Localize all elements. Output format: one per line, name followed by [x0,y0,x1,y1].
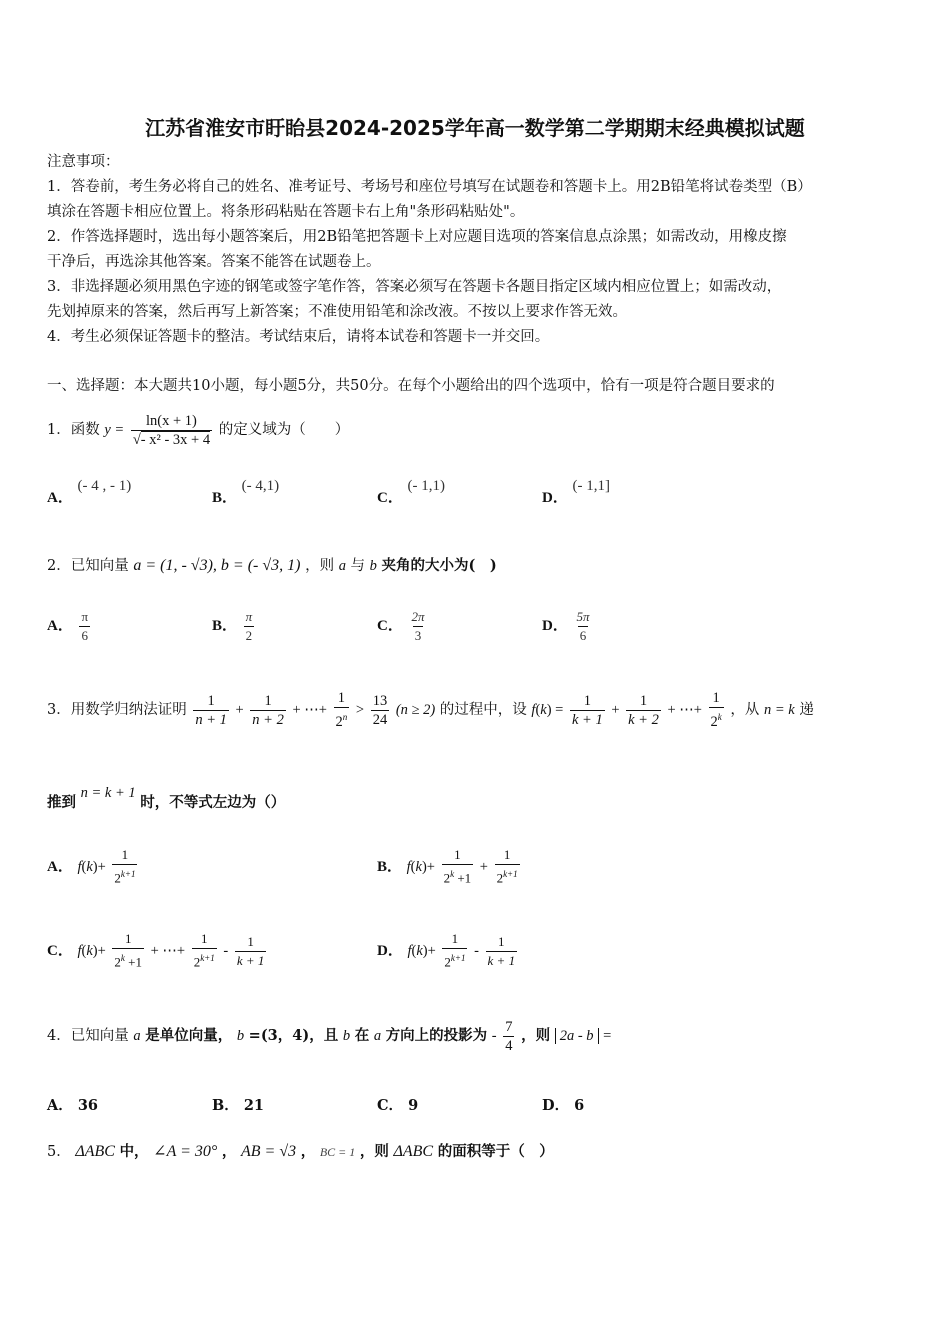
option-value: 21 [243,1097,265,1114]
q5-text: ， [221,1143,237,1160]
q3-term: $\frac{1}{k + 1}$ [571,692,603,728]
notice-line: 3．非选择题必须用黑色字迹的钢笔或签字笔作答，答案必须写在答题卡各题目指定区域内相应位置上；如需改动， [47,279,782,295]
q3-line-2 [47,785,286,818]
fraction-numerator: π [81,608,89,624]
q2-vectors: a = (1, - √3), b = (- √3, 1) [133,557,301,574]
option-letter: C． [377,1097,404,1114]
q3-text: 的过程中，设 [439,702,527,718]
q2-option-b [212,606,256,646]
option-letter: D． [542,490,568,506]
option-letter: A． [47,859,73,875]
q2-vector-b: b [369,558,377,574]
fraction-denominator: 4 [505,1037,513,1054]
q5-text: 的面积等于（ ） [437,1143,554,1160]
q3-term: $\frac{1}{2^n}$ [335,690,348,730]
q3-number: 3．用数学归纳法证明 [47,702,187,718]
q4-vector-b: b [342,1028,351,1044]
fraction-denominator: 6 [81,627,88,643]
notice-line: 4．考生必须保证答题卡的整洁。考试结束后，请将本试卷和答题卡一并交回。 [47,329,550,345]
q1-number: 1．函数 [47,422,100,438]
q1-fraction [131,412,212,449]
option-fraction [574,608,591,645]
q4-text: =(3，4)，且 [248,1027,339,1044]
option-value: 9 [408,1097,419,1114]
option-fraction [79,608,90,645]
q5-angle: ∠A = 30° [153,1143,218,1160]
q4-projection [503,1018,514,1055]
q1-tail: 的定义域为（ ） [218,422,350,438]
option-letter: B． [212,618,238,634]
q4-vector-a: a [373,1028,382,1044]
q2-text: 与 [350,558,366,574]
fraction-numerator: π [245,608,253,624]
q4-text: 方向上的投影为 [385,1027,488,1044]
q1-option-a [47,478,132,508]
q2-vector-a: a [338,558,346,574]
q2-text: ，则 [305,558,335,574]
option-value: (- 1,1] [572,478,610,494]
q5-text: 中， [119,1143,149,1160]
question-5 [47,1138,554,1166]
q4-text: 在 [354,1027,370,1044]
q3-term: $\frac{13}{24}$ [372,692,388,728]
q1-option-b [212,478,280,508]
q3-text: 推到 [47,794,76,811]
q3-option-a: A． f(k)+ $\frac{1}{2^{k+1}}$ [47,847,136,886]
q5-text: ， [300,1143,316,1160]
question-2 [47,552,497,580]
option-letter: D． [542,618,568,634]
q3-text: 时，不等式左边为（） [140,794,286,811]
q3-option-b: B． f(k)+ $\frac{1}{2^k +1}$ + $\frac{1}{2^{k+1}}$ [377,847,518,886]
q4-option-c [377,1096,418,1116]
option-letter: A． [47,618,73,634]
q2-number: 2．已知向量 [47,558,129,574]
q4-text: 是单位向量， [145,1027,233,1044]
q5-triangle: ΔABC [393,1143,434,1160]
q1-denominator: √- x² - 3x + 4 [132,431,211,448]
fraction-numerator: 7 [505,1018,513,1035]
exam-title: 江苏省淮安市盱眙县2024-2025学年高一数学第二学期期末经典模拟试题 [145,116,805,140]
q4-option-d [542,1096,584,1116]
q2-tail: 夹角的大小为( ) [381,557,497,574]
option-letter: D． [542,1097,570,1114]
q4-vector-a: a [133,1028,141,1044]
section-heading: 一、选择题：本大题共10小题，每小题5分，共50分。在每个小题给出的四个选项中，恰有一项是符合题目要求的 [47,378,775,394]
option-fraction [409,608,426,645]
option-letter: B． [377,859,403,875]
notice-line: 干净后，再选涂其他答案。答案不能答在试题卷上。 [47,254,381,270]
notice-line: 2．作答选择题时，选出每小题答案后，用2B铅笔把答题卡上对应题目选项的答案信息点涂黑；如需改动，用橡皮擦 [47,229,787,245]
notice-line: 1．答卷前，考生务必将自己的姓名、准考证号、考场号和座位号填写在试题卷和答题卡上。用2B铅笔将试卷类型（B） [47,179,812,195]
option-value: (- 4,1) [241,478,280,494]
option-fraction [244,608,255,645]
fraction-numerator: 5π [576,608,590,624]
q3-term: $\frac{1}{2^k}$ [710,690,722,730]
option-letter: A． [47,490,73,506]
q4-vector-b: b [236,1028,245,1044]
notice-line: 填涂在答题卡相应位置上。将条形码粘贴在答题卡右上角"条形码粘贴处"。 [47,204,525,220]
option-value: 36 [77,1097,99,1114]
q5-bc: BC = 1 [319,1145,356,1159]
q3-term: $\frac{1}{k + 2}$ [628,692,659,728]
option-letter: B． [212,490,238,506]
notice-line: 先划掉原来的答案，然后再写上新答案；不准使用铅笔和涂改液。不按以上要求作答无效。 [47,304,627,320]
q4-option-b [212,1096,264,1116]
option-letter: C． [47,943,73,959]
q1-y: y = [104,422,125,438]
fraction-denominator: 3 [414,627,422,643]
q3-option-d: D． f(k)+ $\frac{1}{2^{k+1}}$ - $\frac{1}{k + 1}$ [377,931,516,970]
q4-equals: = [603,1028,612,1044]
option-value: (- 1,1) [407,478,445,494]
q5-ab: AB = √3 [240,1143,297,1160]
q5-text: ，则 [359,1143,389,1160]
q2-option-a [47,606,92,646]
notice-heading: 注意事项： [47,154,120,170]
q3-term: $\frac{1}{n + 1}$ [195,692,227,728]
option-letter: D． [377,943,403,959]
q3-nk: n = k [764,702,795,718]
fraction-denominator: 6 [579,627,587,643]
q4-abs-expression: 2a - b [555,1028,599,1044]
q4-number: 4．已知向量 [47,1028,129,1044]
option-letter: A． [47,1097,73,1114]
q2-option-d [542,606,593,646]
question-3: 3．用数学归纳法证明 $\frac{1}{n + 1}$ + $\frac{1}{n + 2}$ + ⋯+ $\frac{1}{2^n}$ > $\frac{13}{24}$ (n ≥ 2) 的过程中，设 f(k) = $\frac{1}{k + 1}$ + $\frac{1}{k + 2}$ + ⋯+ $\frac{1}{2^k}$ ，从 n = k 递 [47,690,814,730]
q5-number: 5． [47,1144,71,1160]
option-value: (- 4 , - 1) [77,478,132,494]
q3-option-c: C． f(k)+ $\frac{1}{2^k +1}$ + ⋯+ $\frac{1}{2^{k+1}}$ - $\frac{1}{k + 1}$ [47,931,265,970]
fraction-numerator: 2π [411,608,425,624]
q4-option-a [47,1096,98,1116]
fraction-denominator: 2 [245,627,253,643]
q5-triangle: ΔABC [75,1143,115,1160]
q1-option-d [542,478,610,508]
q3-nk1: n = k + 1 [80,785,136,801]
question-4: 4．已知向量 a 是单位向量， b =(3，4)，且 b 在 a 方向上的投影为 - $\frac{7}{4}$ ，则 2a - b = [47,1018,612,1054]
question-1 [47,410,349,450]
option-value: 6 [574,1097,585,1114]
q1-option-c [377,478,445,508]
q1-radicand: - x² - 3x + 4 [140,431,211,448]
option-letter: B． [212,1097,239,1114]
option-letter: C． [377,490,403,506]
q3-term: $\frac{1}{n + 2}$ [252,692,284,728]
option-letter: C． [377,618,403,634]
q3-text: 递 [799,702,814,718]
q2-option-c [377,606,428,646]
q3-text: ，从 [730,702,760,718]
q1-numerator: ln(x + 1) [146,412,197,429]
q4-text: ，则 [521,1027,551,1044]
